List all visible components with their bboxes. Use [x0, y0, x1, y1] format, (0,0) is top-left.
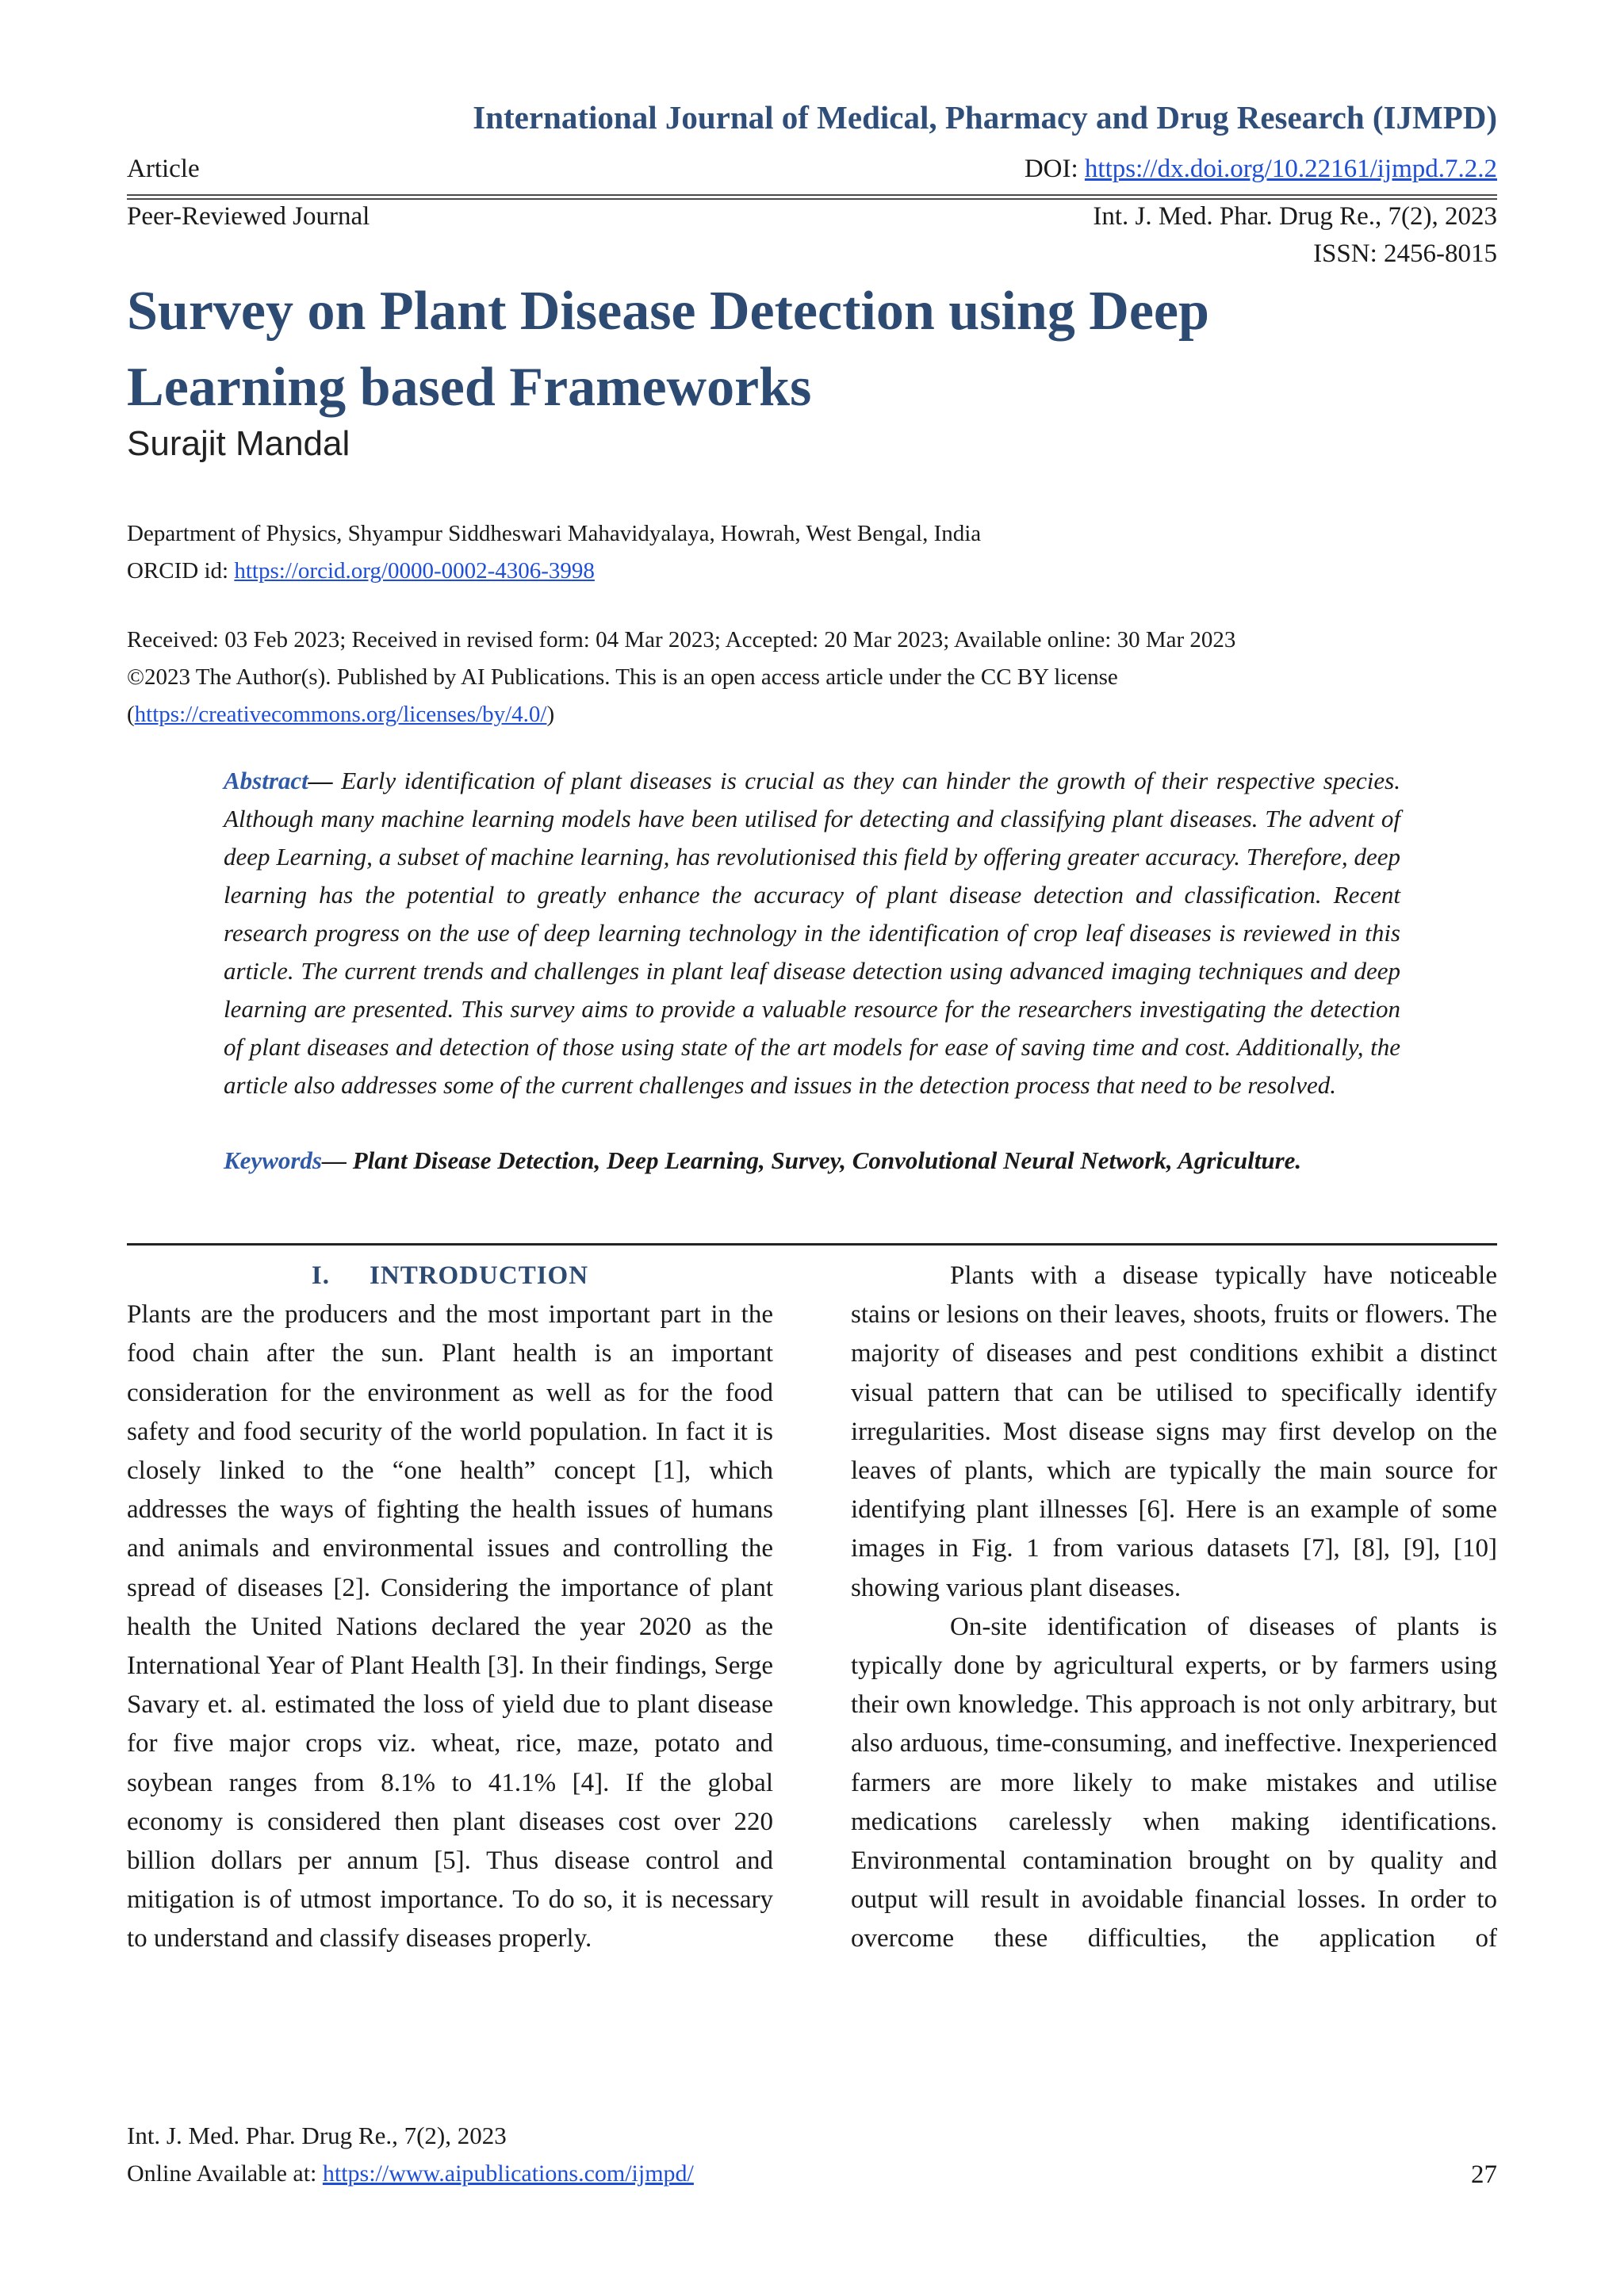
paper-title — [127, 274, 1396, 426]
license-link-line — [127, 696, 1497, 733]
intro-paragraph-2: Plants with a disease typically have noticeable stains or lesions on their leaves, shoots, fruits or flowers. The majority of diseases and pest conditions exhibit a distinct visual pattern that can be utilised to specifically identify irregularities. Most disease signs may first develop on the leaves of plants, which are typically the main source for identifying plant illnesses [6]. Here is an example of some images in Fig. 1 from various datasets [7], [8], [9], [10] showing various plant diseases. — [851, 1261, 1497, 1602]
orcid-label: ORCID id: — [127, 558, 235, 584]
footer-citation: Int. J. Med. Phar. Drug Re., 7(2), 2023 — [127, 2122, 507, 2149]
header-row-2 — [127, 202, 1497, 232]
license-link[interactable]: https://creativecommons.org/licenses/by/4.0/ — [134, 702, 547, 727]
intro-paragraph-1: Plants are the producers and the most important part in the food chain after the sun. Plant health is an important consideration for the environment as well as for the food safety and food security of the world population. In fact it is closely linked to the “one health” concept [1], which addresses the ways of fighting the health issues of humans and animals and environmental issues and controlling the spread of diseases [2]. Considering the importance of plant health the United Nations declared the year 2020 as the International Year of Plant Health [3]. In their findings, Serge Savary et. al. estimated the loss of yield due to plant disease for five major crops viz. wheat, rice, maze, potato and soybean ranges from 8.1% to 41.1% [4]. If the global economy is considered then plant diseases cost over 220 billion dollars per annum [5]. Thus disease control and mitigation is of utmost importance. To do so, it is necessary to understand and classify diseases properly. — [127, 1300, 773, 1954]
peer-reviewed-label: Peer-Reviewed Journal — [127, 202, 370, 231]
title-line-1: Survey on Plant Disease Detection using Deep — [127, 281, 1209, 342]
orcid-link[interactable]: https://orcid.org/0000-0002-4306-3998 — [234, 558, 595, 584]
section-title: INTRODUCTION — [370, 1261, 589, 1290]
issn: ISSN: 2456-8015 — [1313, 239, 1497, 268]
publication-history: Received: 03 Feb 2023; Received in revised form: 04 Mar 2023; Accepted: 20 Mar 2023; Available online: 30 Mar 2023 — [127, 627, 1236, 652]
abstract-label: Abstract — [224, 767, 308, 794]
license-close-paren: ) — [546, 702, 555, 727]
license-open-paren: ( — [127, 702, 135, 727]
keywords-label: Keywords — [224, 1146, 322, 1174]
abstract-dash: — — [308, 767, 342, 794]
footer-online-label: Online Available at: — [127, 2160, 323, 2187]
abstract — [224, 762, 1400, 1104]
abstract-text: Early identification of plant diseases is crucial as they can hinder the growth of their respective species. Although many machine learning models have been utilised for detecting and classifying plant diseases. The advent of deep Learning, a subset of machine learning, has revolutionised this field by offering greater accuracy. Therefore, deep learning has the potential to greatly enhance the accuracy of plant disease detection and classification. Recent research progress on the use of deep learning technology in the identification of crop leaf diseases is reviewed in this article. The current trends and challenges in plant leaf disease detection using advanced imaging techniques and deep learning are presented. This survey aims to provide a valuable resource for the researchers investigating the detection of plant diseases and detection of those using state of the art models for ease of saving time and cost. Additionally, the article also addresses some of the current challenges and issues in the detection process that need to be resolved. — [224, 767, 1400, 1099]
keywords — [224, 1142, 1400, 1180]
left-column — [127, 1257, 773, 1959]
keywords-text: Plant Disease Detection, Deep Learning, Survey, Convolutional Neural Network, Agriculture. — [352, 1146, 1302, 1174]
header-row-1 — [127, 155, 1497, 184]
page-number: 27 — [1471, 2160, 1497, 2189]
doi — [1025, 155, 1497, 184]
orcid — [127, 553, 1497, 590]
article-label: Article — [127, 155, 200, 183]
right-column — [851, 1257, 1497, 1959]
journal-name: International Journal of Medical, Pharmacy and Drug Research (IJMPD) — [473, 99, 1497, 136]
dates-block — [127, 622, 1497, 733]
header-divider — [127, 194, 1497, 200]
footer-online — [127, 2160, 694, 2187]
license-statement: ©2023 The Author(s). Published by AI Publications. This is an open access article under the CC BY license — [127, 664, 1118, 690]
author-name: Surajit Mandal — [127, 424, 350, 463]
title-line-2: Learning based Frameworks — [127, 357, 812, 418]
header-row-3 — [127, 239, 1497, 269]
intro-paragraph-3: On-site identification of diseases of plants is typically done by agricultural experts, or by farmers using their own knowledge. This approach is not only arbitrary, but also arduous, time-consuming, and ineffective. Inexperienced farmers are more likely to make mistakes and utilise medications carelessly when making identifications. Environmental contamination brought on by quality and output will result in avoidable financial losses. In order to overcome these difficulties, the application of — [851, 1612, 1497, 1954]
section-heading-introduction — [127, 1257, 773, 1295]
section-number: I. — [311, 1261, 331, 1290]
keywords-dash: — — [322, 1146, 353, 1174]
section-divider — [127, 1243, 1497, 1246]
journal-citation: Int. J. Med. Phar. Drug Re., 7(2), 2023 — [1093, 202, 1497, 231]
doi-label: DOI: — [1024, 155, 1085, 183]
affiliation-department: Department of Physics, Shyampur Siddheswari Mahavidyalaya, Howrah, West Bengal, India — [127, 521, 982, 546]
affiliation-block — [127, 515, 1497, 590]
doi-link[interactable]: https://dx.doi.org/10.22161/ijmpd.7.2.2 — [1084, 155, 1497, 183]
footer-online-link[interactable]: https://www.aipublications.com/ijmpd/ — [322, 2160, 694, 2187]
